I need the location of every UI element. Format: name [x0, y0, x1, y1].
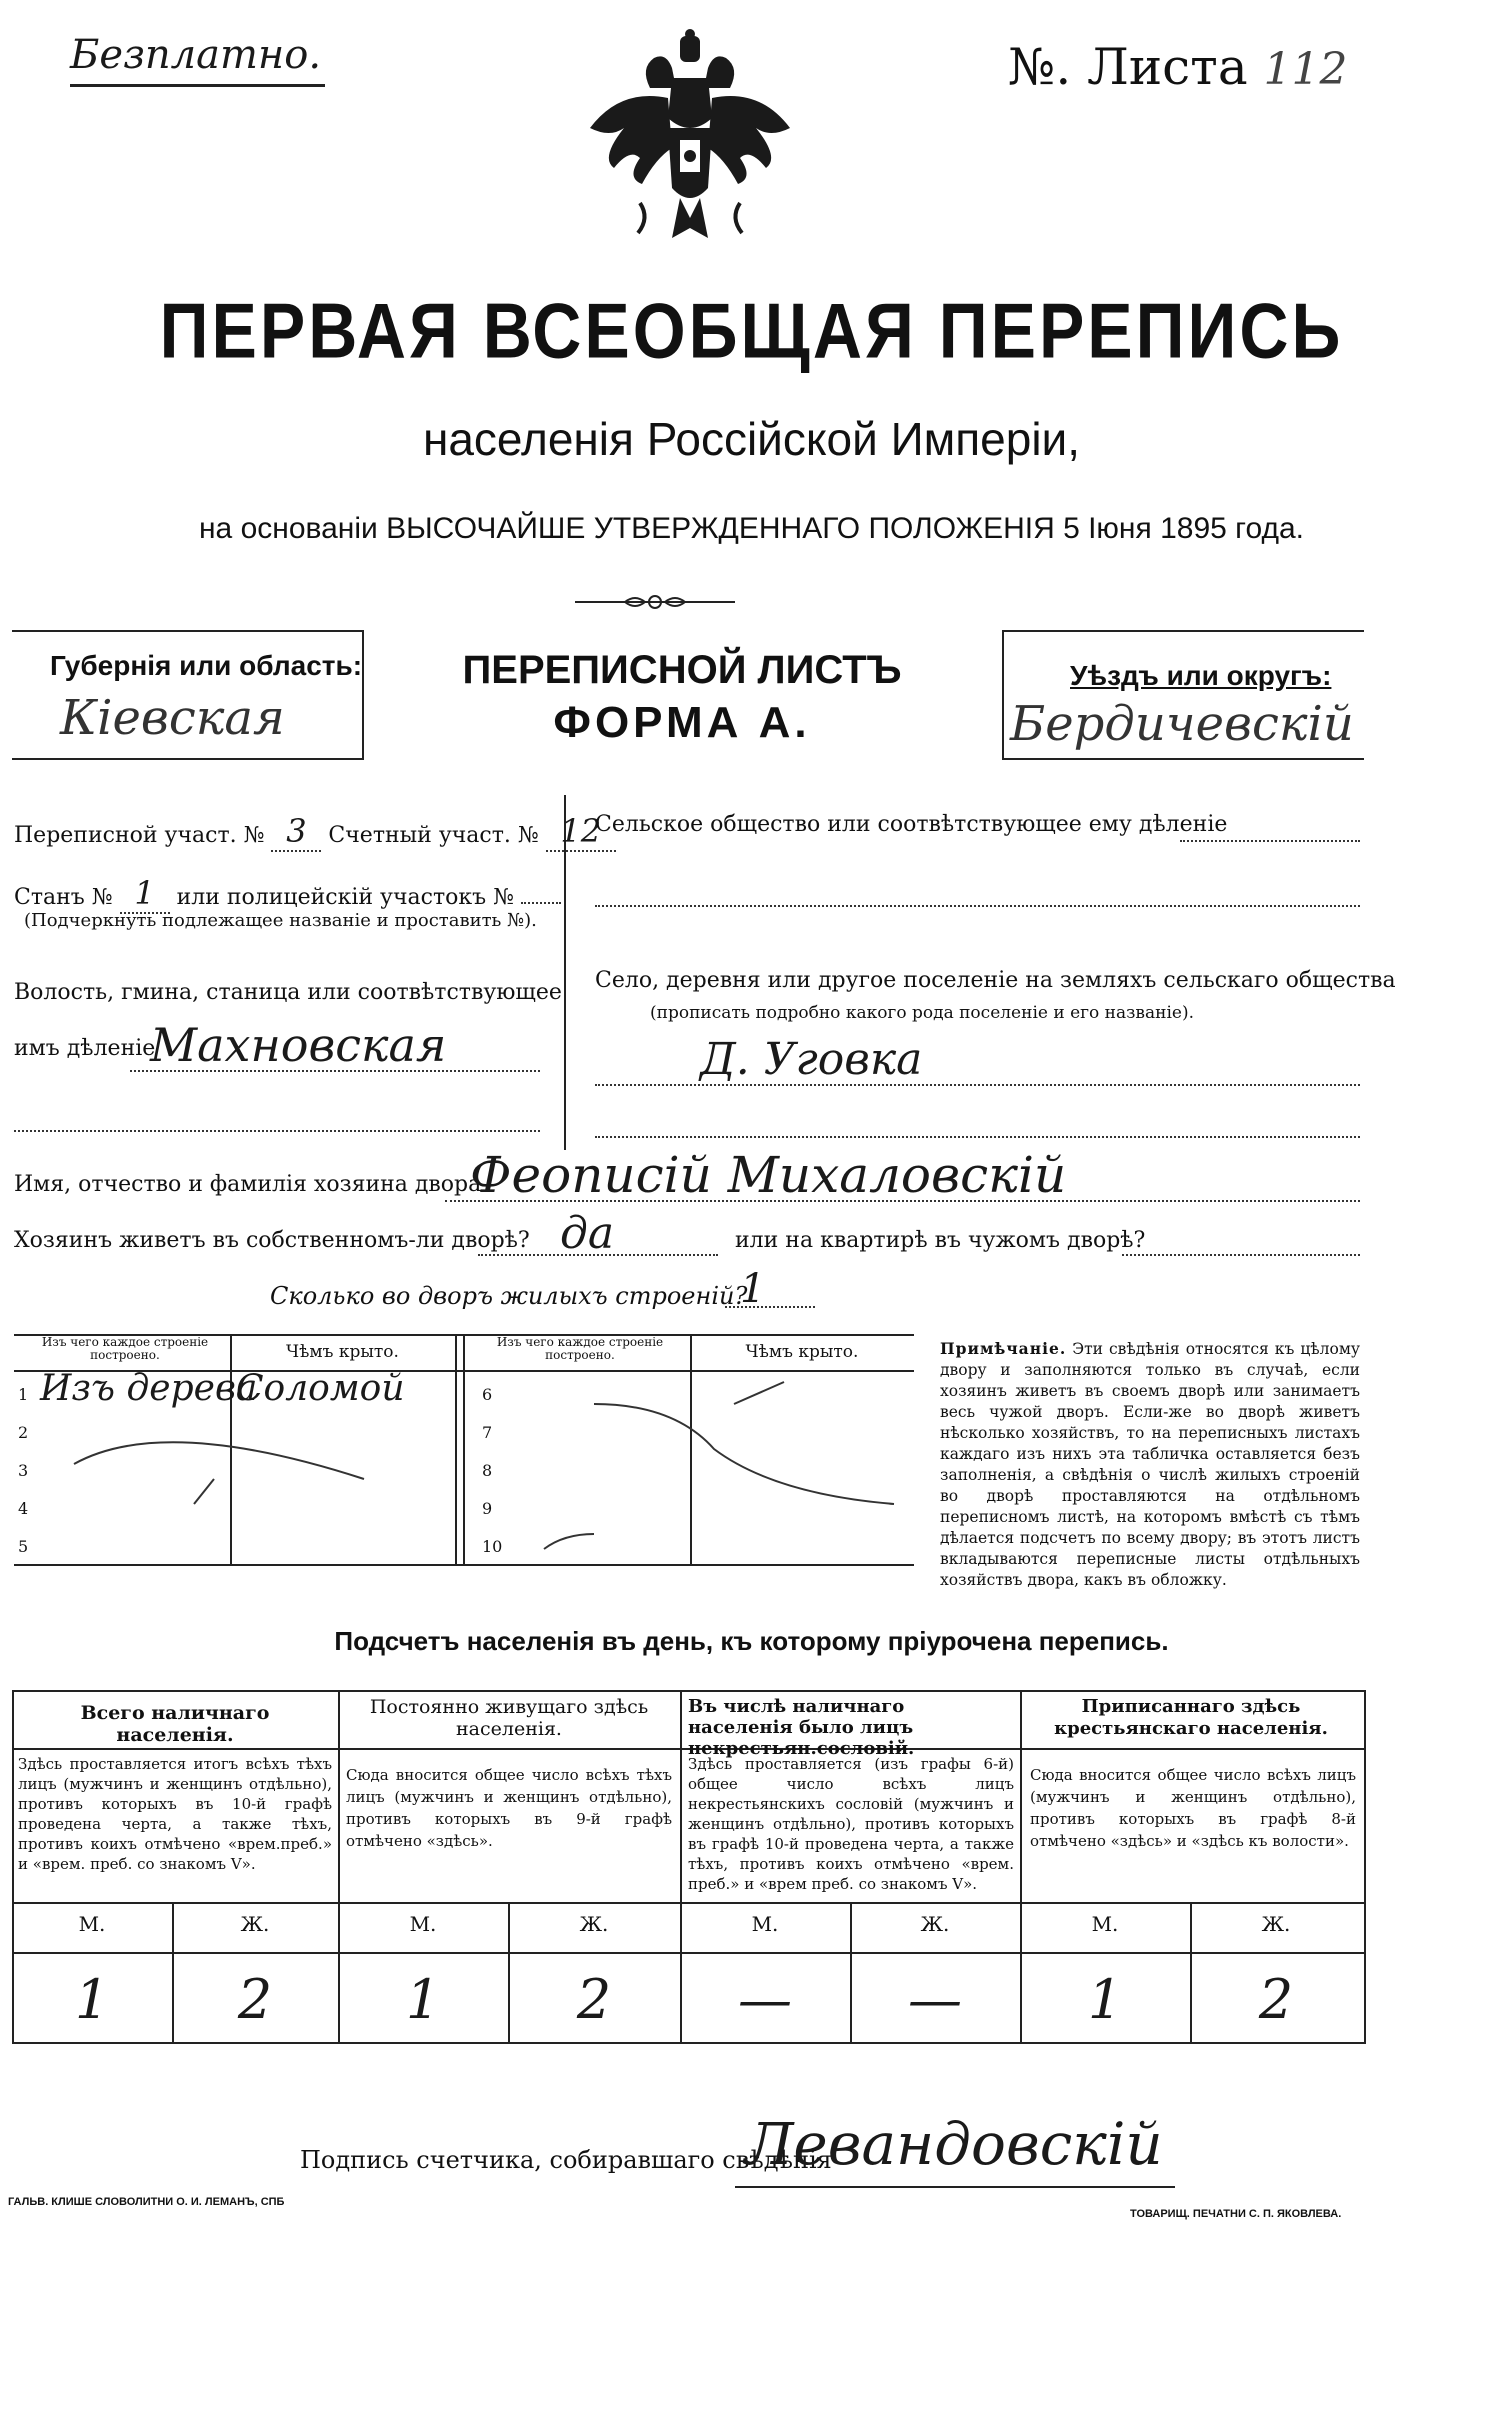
sheet-number-value: 112: [1263, 44, 1348, 95]
census-g4-f-label: Ж.: [1261, 1912, 1291, 1936]
col-roof-left: Чѣмъ крыто.: [286, 1342, 399, 1362]
police-label: или полицейскій участокъ №: [176, 885, 514, 910]
note-title: Примѣчаніе.: [940, 1339, 1067, 1358]
village-line: [595, 1084, 1360, 1086]
row-num: 6: [482, 1385, 493, 1404]
uchast-label: Переписной участ. №: [14, 823, 265, 848]
decree-line: на основаніи ВЫСОЧАЙШЕ УТВЕРЖДЕННАГО ПОЛОЖЕНІЯ 5 Іюня 1895 года.: [198, 512, 1304, 545]
note-block: [940, 1338, 1360, 1591]
census-heading: Подсчетъ населенія въ день, къ которому пріурочена перепись.: [334, 1626, 1169, 1656]
owner-name-value: Феописій Михаловскій: [470, 1146, 1067, 1204]
census-g3-m-value: —: [738, 1968, 792, 2031]
row-num: 10: [482, 1537, 503, 1556]
census-g2-f-value: 2: [576, 1968, 612, 2031]
row-num: 7: [482, 1423, 493, 1442]
row-num: 4: [18, 1499, 29, 1518]
main-title: ПЕРВАЯ ВСЕОБЩАЯ ПЕРЕПИСЬ: [159, 287, 1344, 375]
census-g1-f-value: 2: [237, 1968, 273, 2031]
census-g2-title: Постоянно живущаго здѣсь населенія.: [369, 1696, 649, 1740]
census-g4-title: Приписаннаго здѣсь крестьянскаго населенія.: [1054, 1696, 1328, 1739]
sheet-number-label: №. Листа: [1008, 38, 1248, 96]
uchast-row: [14, 812, 616, 852]
census-g3-title: Въ числѣ наличнаго населенія было лицъ некрестьян.сословій.: [688, 1696, 915, 1759]
volost-label: Волость, гмина, станица или соотвѣтствующее: [14, 980, 562, 1005]
underline-hint: (Подчеркнуть подлежащее названіе и проставить №).: [24, 910, 537, 931]
row1-roof-value: Соломой: [236, 1368, 405, 1409]
village-value: Д. Уговка: [700, 1034, 923, 1085]
village-line-2: [595, 1136, 1360, 1138]
uezd-value: Бердичевскій: [1010, 696, 1354, 752]
buildings-count-line: [725, 1306, 815, 1308]
police-blank: [521, 902, 561, 904]
buildings-count-label: Сколько во дворъ жилыхъ строеній?: [270, 1282, 748, 1310]
society-label: Сельское общество или соотвѣтствующее ему дѣленіе: [595, 812, 1228, 837]
census-g1-m-label: М.: [78, 1912, 106, 1936]
cancel-strokes: [14, 1334, 914, 1564]
census-g2-m-label: М.: [409, 1912, 437, 1936]
col-made-left: Изъ чего каждое строеніе построено.: [41, 1335, 209, 1362]
rent-line: [1122, 1254, 1360, 1256]
census-line-3: [12, 1952, 1364, 1954]
census-g4-desc: Сюда вносится общее число всѣхъ лицъ (мужчинъ и женщинъ отдѣльно), противъ которыхъ въ графѣ 8-й отмѣчено «здѣсь» и «здѣсь къ волости».: [1030, 1766, 1356, 1850]
census-g1-f-label: Ж.: [240, 1912, 270, 1936]
census-g4-f-value: 2: [1258, 1968, 1294, 2031]
free-underline: [70, 84, 325, 87]
ornament-divider: [575, 592, 735, 612]
stan-label: Станъ №: [14, 885, 113, 910]
village-hint: (прописать подробно какого рода поселеніе и его названіе).: [650, 1003, 1194, 1023]
row-num: 2: [18, 1423, 29, 1442]
rent-label: или на квартирѣ въ чужомъ дворѣ?: [735, 1228, 1146, 1253]
census-g1-m-value: 1: [74, 1968, 110, 2031]
form-subtitle: ФОРМА А.: [553, 698, 811, 747]
row-num: 9: [482, 1499, 493, 1518]
uezd-label: Уѣздъ или округъ:: [1070, 660, 1332, 691]
row-num: 3: [18, 1461, 29, 1480]
stan-value: 1: [120, 874, 170, 914]
note-text: Эти свѣдѣнія относятся къ цѣлому двору и заполняются только въ случаѣ, если хозяинъ живетъ въ своемъ дворѣ или занимаетъ весь чужой дворъ. Если-же во дворѣ живетъ нѣсколько хозяйствъ, то на переписныхъ листахъ каждаго изъ нихъ эта табличка оставляется безъ заполненія, а свѣдѣнія о числѣ жилыхъ строеній во дворѣ проставляются на отдѣльномъ переписномъ листѣ, на которомъ вмѣстѣ съ тѣмъ дѣлается подсчетъ по всему двору; въ этотъ листъ вкладываются переписные листы отдѣльныхъ хозяйствъ двора, какъ въ обложку.: [940, 1340, 1360, 1589]
census-g3-f-value: —: [908, 1968, 962, 2031]
census-g1-title: Всего наличнаго населенія.: [80, 1702, 270, 1746]
row-num: 5: [18, 1537, 29, 1556]
census-g2-f-label: Ж.: [579, 1912, 609, 1936]
uchast-value: 3: [271, 812, 321, 852]
delenie-label: имъ дѣленіе: [14, 1036, 156, 1061]
census-line-2: [12, 1902, 1364, 1904]
schet-value: 12: [546, 812, 616, 852]
col-roof-right: Чѣмъ крыто.: [745, 1342, 859, 1362]
schet-label: Счетный участ. №: [328, 823, 539, 848]
gubernia-label: Губернія или область:: [50, 650, 363, 681]
signature-line: [735, 2186, 1175, 2188]
free-label: Безплатно.: [70, 32, 322, 78]
society-line-2: [595, 905, 1360, 907]
census-g4-m-label: М.: [1091, 1912, 1119, 1936]
stan-row: [14, 874, 561, 914]
form-title: ПЕРЕПИСНОЙ ЛИСТЪ: [462, 648, 902, 692]
right-imprint: ТОВАРИЩ. ПЕЧАТНИ С. П. ЯКОВЛЕВА.: [1130, 2208, 1342, 2220]
owner-name-label: Имя, отчество и фамилія хозяина двора: [14, 1172, 482, 1197]
census-g3-desc: Здѣсь проставляется (изъ графы 6-й) общее число всѣхъ лицъ некрестьянскихъ сословій (мужчинъ и женщинъ отдѣльно), противъ которыхъ въ графѣ 10-й проведена черта, а также тѣхъ, противъ коихъ отмѣчено «врем. преб.» и «врем преб. со знакомъ V».: [688, 1755, 1014, 1893]
signature-value: Левандовскій: [745, 2110, 1163, 2178]
own-yard-value: да: [560, 1208, 615, 1259]
sheet-number: [1008, 38, 1348, 96]
signature-label: Подпись счетчика, собиравшаго свѣдѣнія: [300, 2146, 832, 2174]
gubernia-value: Кіевская: [60, 690, 285, 746]
census-g3-f-label: Ж.: [920, 1912, 950, 1936]
row-num: 1: [18, 1385, 29, 1404]
row-num: 8: [482, 1461, 493, 1480]
buildings-count-value: 1: [740, 1266, 766, 1312]
subtitle: населенія Россійской Имперіи,: [422, 413, 1081, 465]
row1-made-value: Изъ дерева: [40, 1368, 258, 1409]
village-label: Село, деревня или другое поселеніе на земляхъ сельскаго общества: [595, 968, 1396, 993]
left-imprint: ГАЛЬВ. КЛИШЕ СЛОВОЛИТНИ О. И. ЛЕМАНЪ, СПБ: [8, 2196, 285, 2208]
society-line: [1180, 840, 1360, 842]
volost-value: Махновская: [150, 1018, 447, 1072]
own-yard-label: Хозяинъ живетъ въ собственномъ-ли дворѣ?: [14, 1228, 530, 1253]
census-g3-m-label: М.: [751, 1912, 779, 1936]
census-g2-desc: Сюда вносится общее число всѣхъ тѣхъ лицъ (мужчинъ и женщинъ отдѣльно), противъ которыхъ въ 9-й графѣ отмѣчено «здѣсь».: [346, 1766, 672, 1850]
col-made-right: Изъ чего каждое строеніе построено.: [496, 1335, 664, 1362]
imperial-eagle-emblem: [580, 28, 800, 258]
volost-line-2: [14, 1130, 540, 1132]
census-g2-m-value: 1: [405, 1968, 441, 2031]
census-g1-desc: Здѣсь проставляется итогъ всѣхъ тѣхъ лицъ (мужчинъ и женщинъ отдѣльно), противъ которыхъ въ 10-й графѣ проведена черта, а также тѣхъ, противъ коихъ отмѣчено «врем.преб.» и «врем. преб. со знакомъ V».: [18, 1755, 332, 1873]
census-g4-m-value: 1: [1087, 1968, 1123, 2031]
